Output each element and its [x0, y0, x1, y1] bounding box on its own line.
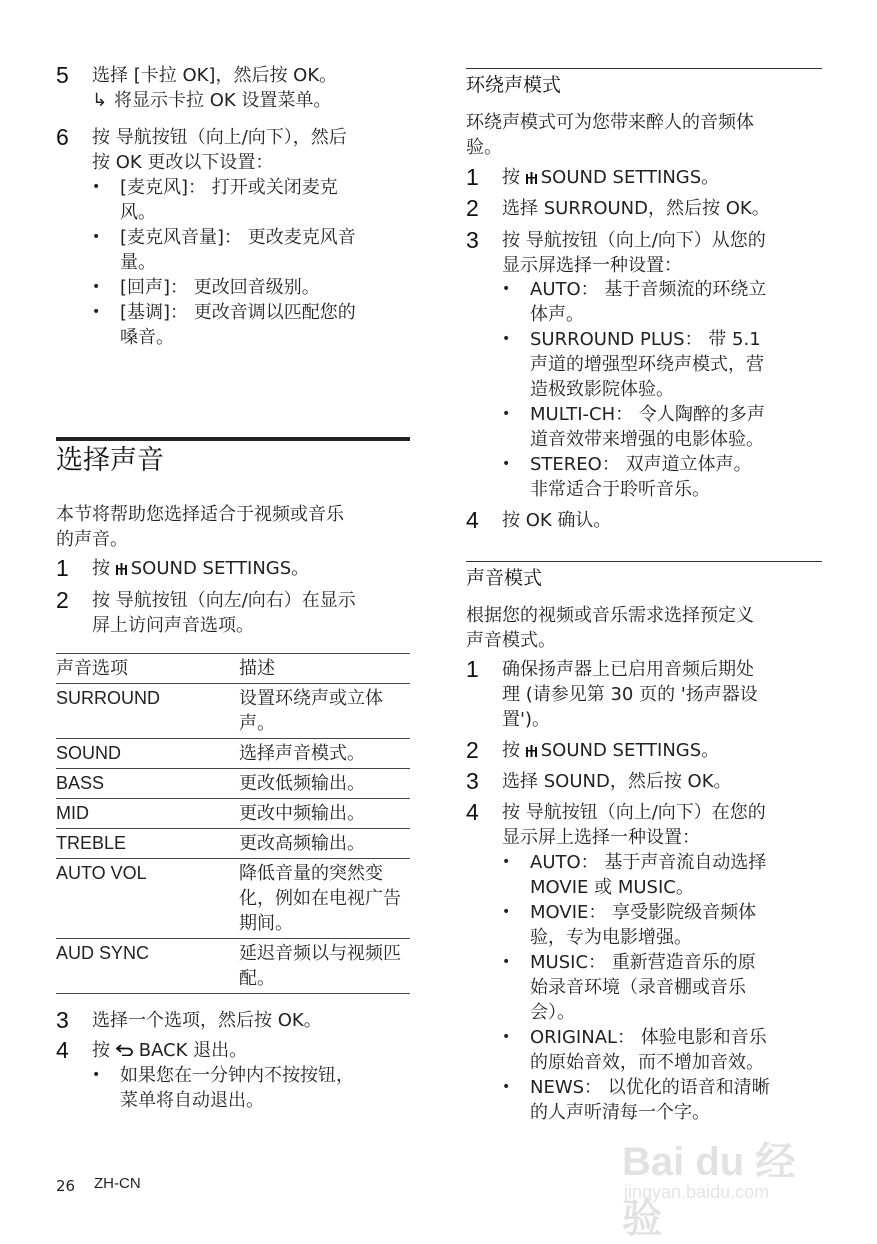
step-line: 按 OK 更改以下设置： — [92, 152, 274, 173]
step-text: 按 OK 确认。 — [502, 510, 612, 531]
bullet-line: 量。 — [120, 252, 156, 273]
bullet-dot: • — [92, 229, 101, 245]
sound-options-table — [56, 653, 410, 994]
section-rule — [466, 561, 822, 562]
section-rule — [466, 68, 822, 69]
step-text — [502, 228, 822, 278]
subsection-title: 环绕声模式 — [466, 74, 562, 96]
table-cell: 更改中频输出。 — [239, 803, 365, 824]
bullet-line: 菜单将自动退出。 — [120, 1090, 264, 1111]
step-text: 选择 SURROUND，然后按 OK。 — [502, 198, 770, 219]
table-row — [56, 829, 410, 859]
bullet-line: MOVIE 或 MUSIC。 — [530, 877, 694, 898]
bullet-dot: • — [502, 456, 511, 472]
step-number: 2 — [466, 195, 479, 221]
table-cell: 降低音量的突然变化，例如在电视广告期间。 — [239, 863, 401, 934]
step-line: 置')。 — [502, 709, 550, 730]
section-rule — [56, 437, 410, 441]
bullet-line: MOVIE： 享受影院级音频体 — [530, 902, 757, 923]
step-text: 选择一个选项，然后按 OK。 — [92, 1010, 322, 1031]
bullet-line: 体声。 — [530, 304, 584, 325]
step-text — [502, 738, 822, 763]
subsection-intro — [466, 603, 822, 653]
bullet-line: [麦克风音量]： 更改麦克风音 — [120, 227, 356, 248]
bullet-dot: • — [502, 281, 511, 297]
step-number: 2 — [56, 587, 69, 613]
step-line: 按 导航按钮（向上/向下）从您的 — [502, 230, 766, 251]
result-text: 将显示卡拉 OK 设置菜单。 — [114, 90, 332, 111]
table-header: 声音选项 — [56, 658, 128, 678]
bullet-dot: • — [502, 1079, 511, 1095]
bullet-line: 的人声听清每一个字。 — [530, 1102, 710, 1123]
subsection-intro — [466, 110, 822, 160]
bullet-line: [基调]： 更改音调以匹配您的 — [120, 302, 356, 323]
step-number: 5 — [56, 62, 69, 88]
sound-settings-icon — [116, 561, 127, 575]
bullet-line: 的原始音效，而不增加音效。 — [530, 1052, 764, 1073]
table-cell: SURROUND — [56, 688, 161, 708]
intro-line: 的声音。 — [56, 529, 128, 550]
step-number: 1 — [56, 555, 69, 581]
step-post: SOUND SETTINGS。 — [130, 558, 310, 579]
table-cell: 设置环绕声或立体声。 — [239, 688, 383, 734]
step-text — [92, 556, 410, 581]
section-title: 选择声音 — [56, 445, 164, 476]
step-post: SOUND SETTINGS。 — [540, 167, 720, 188]
step-number: 3 — [466, 227, 479, 253]
bullet-line: 会）。 — [530, 1002, 575, 1023]
bullet-line: ORIGINAL： 体验电影和音乐 — [530, 1027, 767, 1048]
bullet-line: MUSIC： 重新营造音乐的原 — [530, 952, 756, 973]
intro-line: 根据您的视频或音乐需求选择预定义 — [466, 605, 754, 626]
table-cell: 延迟音频以与视频匹配。 — [239, 943, 401, 989]
step-text — [92, 63, 410, 113]
section-intro — [56, 502, 410, 552]
page-number: 26 — [56, 1177, 76, 1195]
sound-settings-icon — [526, 170, 537, 184]
step-line: 按 导航按钮（向左/向右）在显示 — [92, 590, 356, 611]
step-line: 按 导航按钮（向上/向下）在您的 — [502, 802, 766, 823]
table-row — [56, 769, 410, 799]
step-post: BACK 退出。 — [138, 1040, 248, 1061]
step-line: 显示屏选择一种设置： — [502, 255, 682, 276]
bullet-line: 如果您在一分钟内不按按钮， — [120, 1065, 354, 1086]
table-row — [56, 799, 410, 829]
table-cell: TREBLE — [56, 833, 127, 853]
bullet-dot: • — [92, 1067, 101, 1083]
step-text — [502, 800, 822, 850]
step-text: 选择 SOUND，然后按 OK。 — [502, 771, 732, 792]
step-line: 确保扬声器上已启用音频后期处 — [502, 659, 754, 680]
intro-line: 本节将帮助您选择适合于视频或音乐 — [56, 504, 344, 525]
bullet-line: AUTO： 基于声音流自动选择 — [530, 852, 767, 873]
baidu-watermark — [622, 1130, 832, 1241]
bullet-dot: • — [92, 179, 101, 195]
bullet-line: NEWS： 以优化的语音和清晰 — [530, 1077, 770, 1098]
subsection-title: 声音模式 — [466, 567, 543, 589]
bullet-line: 始录音环境（录音棚或音乐 — [530, 977, 746, 998]
step-line: 按 导航按钮（向上/向下），然后 — [92, 127, 347, 148]
bullet-line: [回声]： 更改回音级别。 — [120, 277, 320, 298]
bullet-line: 嗓音。 — [120, 327, 174, 348]
step-line: 显示屏上选择一种设置： — [502, 827, 700, 848]
bullet-dot: • — [502, 854, 511, 870]
step-number: 2 — [466, 737, 479, 763]
step-text — [92, 1038, 410, 1063]
sound-settings-icon — [526, 743, 537, 757]
step-number: 6 — [56, 124, 69, 150]
step-number: 4 — [56, 1037, 69, 1063]
intro-line: 声音模式。 — [466, 630, 556, 651]
step-number: 4 — [466, 799, 479, 825]
back-icon — [116, 1044, 134, 1056]
intro-line: 验。 — [466, 137, 502, 158]
table-cell: MID — [56, 803, 89, 823]
bullet-dot: • — [92, 304, 101, 320]
step-text — [92, 588, 410, 638]
intro-line: 环绕声模式可为您带来醉人的音频体 — [466, 112, 754, 133]
table-cell: 选择声音模式。 — [239, 743, 365, 764]
step-pre: 按 — [92, 558, 110, 579]
step-post: SOUND SETTINGS。 — [540, 740, 720, 761]
bullet-dot: • — [92, 279, 101, 295]
bullet-line: 非常适合于聆听音乐。 — [530, 479, 710, 500]
step-text — [92, 125, 410, 175]
step-text — [502, 165, 822, 190]
watermark-url: jingyan.baidu.com — [624, 1182, 770, 1202]
table-cell: SOUND — [56, 743, 122, 763]
language-code: ZH-CN — [94, 1175, 141, 1192]
table-header-row — [56, 654, 410, 684]
watermark-brand: Bai du 经验 — [622, 1140, 796, 1241]
step-result — [92, 88, 410, 113]
step-number: 1 — [466, 656, 479, 682]
bullet-dot: • — [502, 406, 511, 422]
step-line: 选择 [卡拉 OK]，然后按 OK。 — [92, 65, 338, 86]
bullet-line: AUTO： 基于音频流的环绕立 — [530, 279, 767, 300]
table-cell: BASS — [56, 773, 105, 793]
bullet-line: [麦克风]： 打开或关闭麦克 — [120, 177, 338, 198]
bullet-line: 道音效带来增强的电影体验。 — [530, 429, 764, 450]
table-cell: 更改高频输出。 — [239, 833, 365, 854]
step-line: 屏上访问声音选项。 — [92, 615, 254, 636]
table-cell: AUTO VOL — [56, 863, 147, 883]
table-cell: AUD SYNC — [56, 943, 150, 963]
table-row — [56, 939, 410, 994]
step-pre: 按 — [502, 167, 520, 188]
step-number: 3 — [56, 1007, 69, 1033]
bullet-line: SURROUND PLUS： 带 5.1 — [530, 329, 761, 350]
bullet-line: 声道的增强型环绕声模式，营 — [530, 354, 764, 375]
bullet-dot: • — [502, 331, 511, 347]
bullet-dot: • — [502, 1029, 511, 1045]
bullet-line: 风。 — [120, 202, 156, 223]
bullet-line: MULTI-CH： 令人陶醉的多声 — [530, 404, 765, 425]
step-pre: 按 — [502, 740, 520, 761]
table-row — [56, 739, 410, 769]
result-arrow-icon: ↳ — [92, 90, 108, 111]
step-number: 1 — [466, 164, 479, 190]
bullet-line: 验，专为电影增强。 — [530, 927, 692, 948]
bullet-dot: • — [502, 954, 511, 970]
bullet-line: STEREO： 双声道立体声。 — [530, 454, 752, 475]
step-number: 4 — [466, 507, 479, 533]
bullet-line: 造极致影院体验。 — [530, 379, 674, 400]
step-pre: 按 — [92, 1040, 110, 1061]
table-header: 描述 — [239, 658, 275, 679]
table-cell: 更改低频输出。 — [239, 773, 365, 794]
step-number: 3 — [466, 768, 479, 794]
step-text — [502, 657, 822, 732]
step-line: 理 (请参见第 30 页的 '扬声器设 — [502, 684, 758, 705]
table-row — [56, 684, 410, 739]
bullet-dot: • — [502, 904, 511, 920]
table-row — [56, 859, 410, 939]
